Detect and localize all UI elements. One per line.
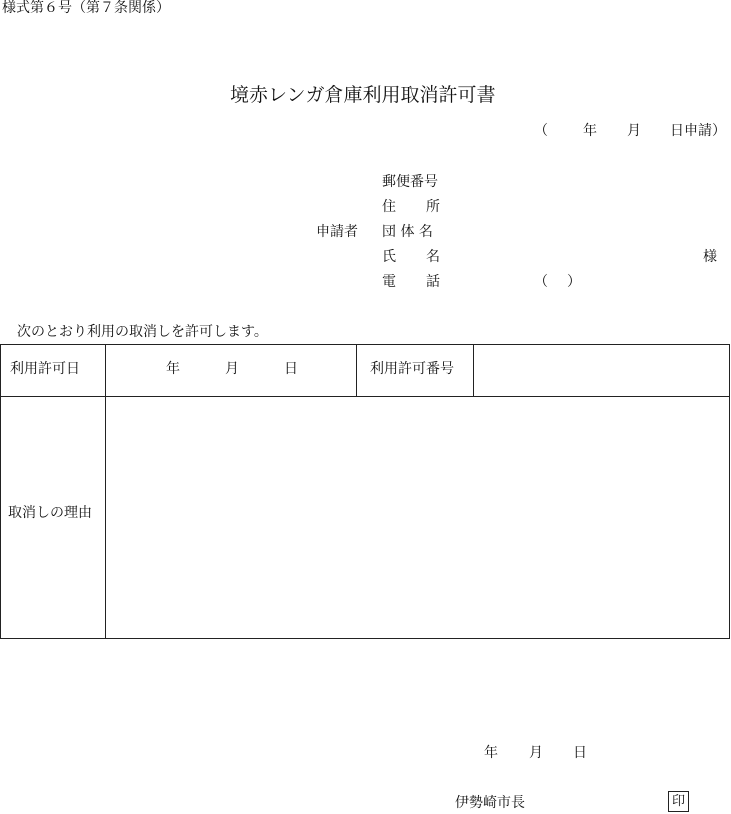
permit-date-day: 日 — [284, 361, 298, 377]
issue-date-day: 日 — [573, 745, 587, 761]
cancel-reason-label: 取消しの理由 — [8, 505, 92, 521]
form-number: 様式第６号（第７条関係） — [2, 0, 170, 16]
intro-text: 次のとおり利用の取消しを許可します。 — [17, 324, 268, 340]
permit-date-label: 利用許可日 — [10, 361, 80, 377]
table-divider-number-value — [473, 344, 474, 396]
address-label-second: 所 — [426, 199, 440, 215]
organization-label: 団 体 名 — [382, 224, 433, 240]
postal-code-label: 郵便番号 — [382, 174, 438, 190]
permit-date-year: 年 — [166, 361, 180, 377]
phone-label-second: 話 — [426, 274, 440, 290]
table-row-divider — [0, 396, 730, 397]
seal-stamp: 印 — [668, 791, 689, 812]
permit-table — [0, 344, 730, 639]
issue-date-year: 年 — [484, 745, 498, 761]
applicant-label: 申請者 — [316, 224, 358, 240]
address-label-first: 住 — [382, 199, 396, 215]
name-label-second: 名 — [426, 249, 440, 265]
permit-date-month: 月 — [225, 361, 239, 377]
table-divider-label-column — [105, 344, 106, 639]
document-title: 境赤レンガ倉庫利用取消許可書 — [230, 84, 496, 106]
name-label-first: 氏 — [382, 249, 396, 265]
issue-date-month: 月 — [529, 745, 543, 761]
request-date-year: 年 — [583, 123, 597, 139]
issuer-mayor: 伊勢崎市長 — [455, 795, 525, 811]
phone-label-first: 電 — [382, 274, 396, 290]
request-date-month: 月 — [627, 123, 641, 139]
honorific-sama: 様 — [703, 249, 717, 265]
table-divider-date-number — [356, 344, 357, 396]
request-date-day-request: 日申請） — [670, 123, 726, 139]
phone-paren-open: （ — [534, 274, 548, 290]
phone-paren-close: ） — [567, 274, 581, 290]
permit-number-label: 利用許可番号 — [370, 361, 454, 377]
request-date-open-paren: （ — [534, 123, 548, 139]
